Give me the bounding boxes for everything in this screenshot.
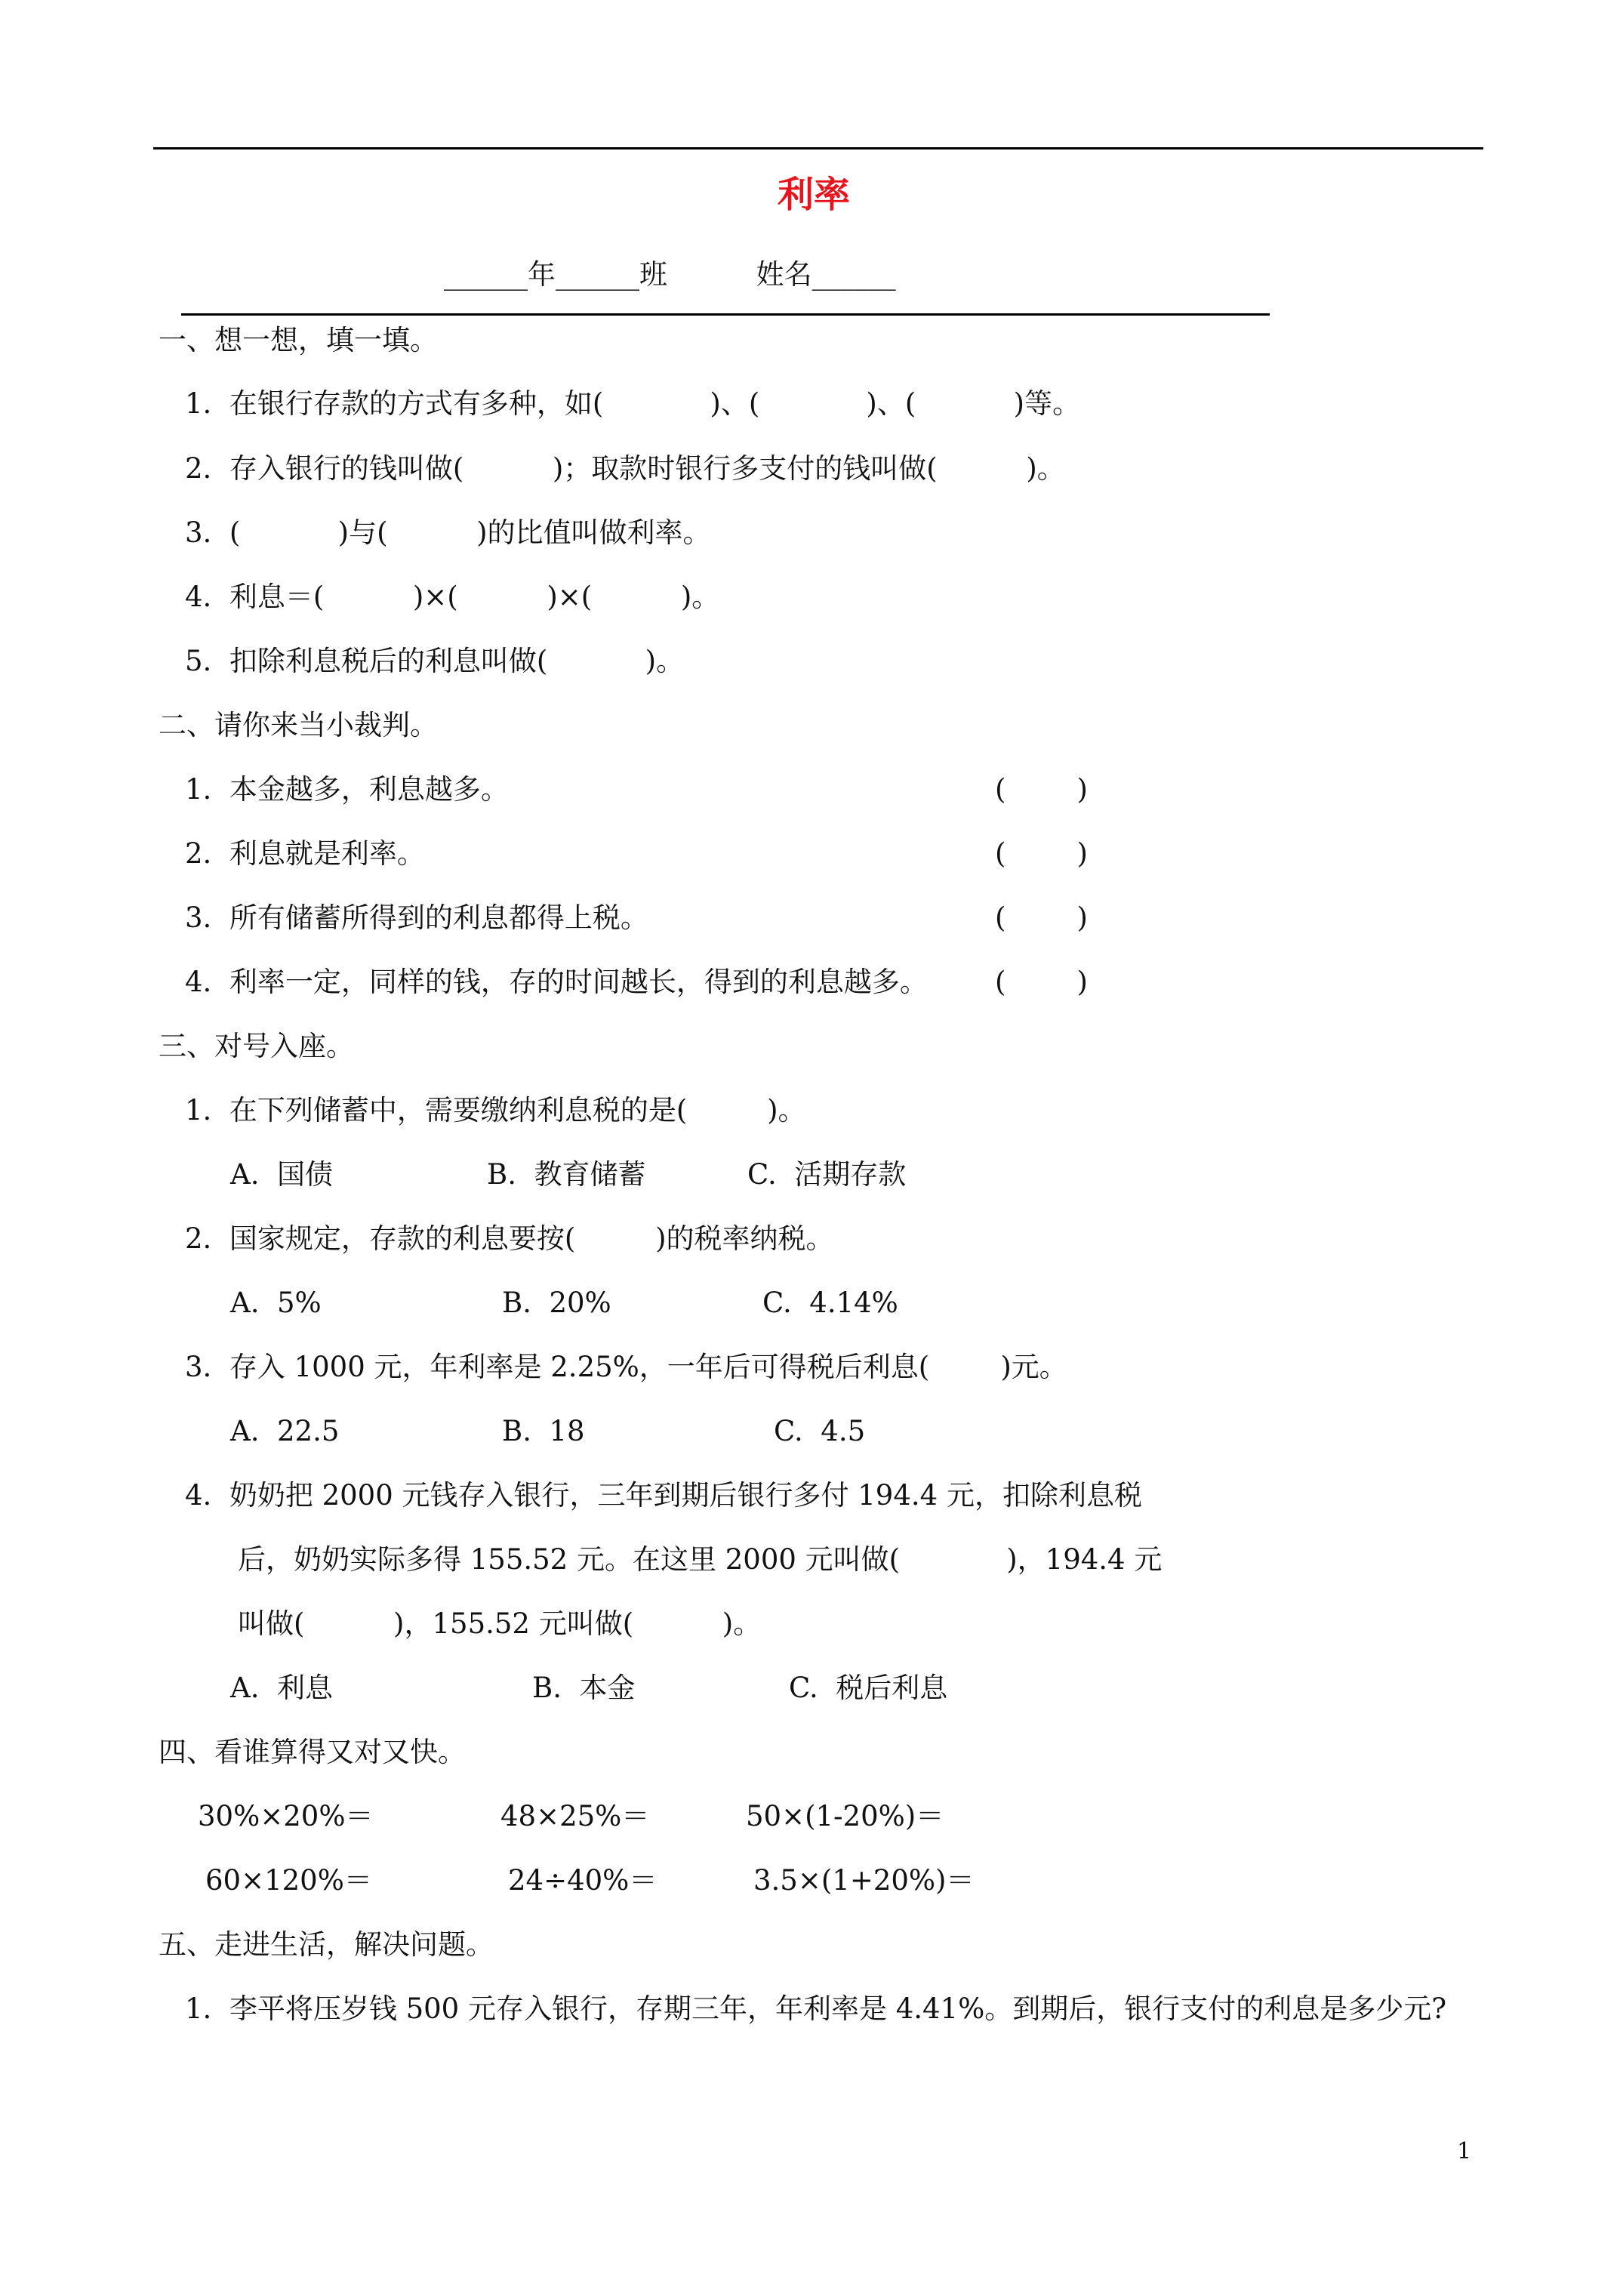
q2-3-mark: ( ) [995,901,1088,934]
q3-2-option-c: C. 4.14% [762,1287,898,1319]
top-rule [153,147,1483,149]
q3-4-option-a: A. 利息 [230,1672,334,1704]
q2-3: 3. 所有储蓄所得到的利息都得上税。 [185,901,648,934]
q3-1-option-b: B. 教育储蓄 [487,1158,646,1191]
q2-2: 2. 利息就是利率。 [185,837,425,870]
q2-4: 4. 利率一定，同样的钱，存的时间越长，得到的利息越多。 [185,966,928,998]
header-underline [181,313,1270,316]
q2-1: 1. 本金越多，利息越多。 [185,773,509,806]
calc-4: 60×120%＝ [205,1864,372,1897]
section-1-heading: 一、想一想，填一填。 [159,324,438,356]
q3-2-option-a: A. 5% [230,1287,322,1319]
calc-6: 3.5×(1+20%)＝ [753,1864,975,1897]
q3-4-option-c: C. 税后利息 [789,1672,948,1704]
q1-1: 1. 在银行存款的方式有多种，如( )、( )、( )等。 [185,387,1081,420]
q3-3: 3. 存入 1000 元，年利率是 2.25%，一年后可得税后利息( )元。 [185,1351,1067,1383]
page-title: 利率 [778,174,851,216]
section-4-heading: 四、看谁算得又对又快。 [159,1736,466,1768]
calc-3: 50×(1-20%)＝ [746,1800,944,1832]
q3-1-option-a: A. 国债 [230,1158,334,1191]
q3-4-line-2: 后，奶奶实际多得 155.52 元。在这里 2000 元叫做( )，194.4 元 [238,1543,1163,1576]
q1-4: 4. 利息＝( )×( )×( )。 [185,581,720,613]
q2-2-mark: ( ) [995,837,1088,870]
q3-1: 1. 在下列储蓄中，需要缴纳利息税的是( )。 [185,1094,806,1126]
q2-1-mark: ( ) [995,773,1088,806]
calc-1: 30%×20%＝ [198,1800,374,1832]
q1-5: 5. 扣除利息税后的利息叫做( )。 [185,645,685,677]
q1-3: 3. ( )与( )的比值叫做利率。 [185,516,711,549]
q3-4-line-3: 叫做( )，155.52 元叫做( )。 [238,1607,762,1640]
q3-4-option-b: B. 本金 [532,1672,636,1704]
calc-2: 48×25%＝ [500,1800,650,1832]
q1-2: 2. 存入银行的钱叫做( )；取款时银行多支付的钱叫做( )。 [185,452,1065,485]
section-3-heading: 三、对号入座。 [159,1030,354,1062]
q3-3-option-a: A. 22.5 [230,1415,340,1447]
section-2-heading: 二、请你来当小裁判。 [159,709,438,741]
page-number: 1 [1457,2138,1472,2165]
q5-1: 1. 李平将压岁钱 500 元存入银行，存期三年，年利率是 4.41%。到期后，银行支付的利息是多少元? [185,1992,1447,2025]
section-5-heading: 五、走进生活，解决问题。 [159,1928,494,1961]
q3-4-line-1: 4. 奶奶把 2000 元钱存入银行，三年到期后银行多付 194.4 元，扣除利息税 [185,1479,1142,1512]
calc-5: 24÷40%＝ [508,1864,658,1897]
q3-2: 2. 国家规定，存款的利息要按( )的税率纳税。 [185,1222,834,1255]
q3-2-option-b: B. 20% [502,1287,611,1319]
q2-4-mark: ( ) [995,966,1088,998]
q3-3-option-c: C. 4.5 [774,1415,866,1447]
q3-3-option-b: B. 18 [502,1415,585,1447]
q3-1-option-c: C. 活期存款 [747,1158,907,1191]
student-info-line: ______年______班 姓名______ [444,258,896,291]
